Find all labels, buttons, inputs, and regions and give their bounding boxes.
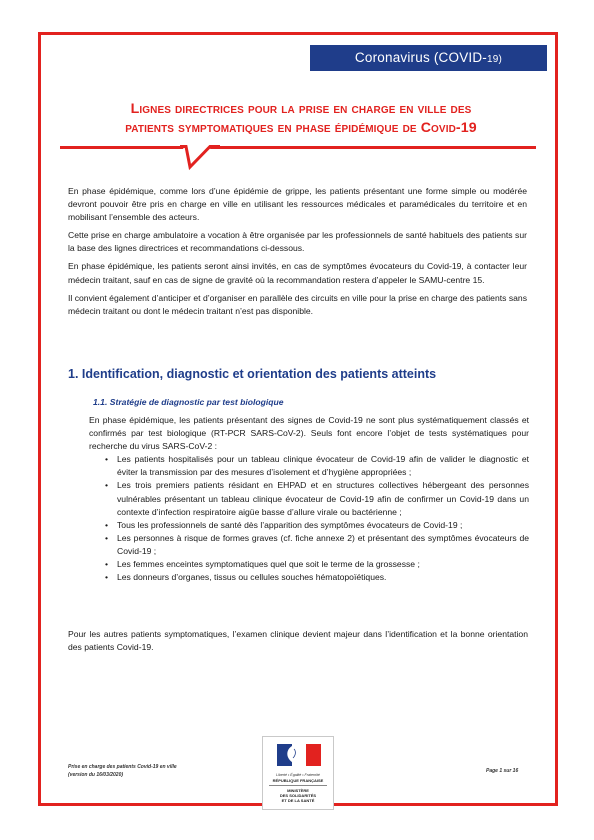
list-item: • Les trois premiers patients résidant en EHPAD et en structures collectives hébergeant des personnes vulnérables présentant un tableau clinique évocateur de Covid-19 afin de confirmer un Covid-19 dans un contexte d’infection respiratoire aigüe basse d’allure virale ou bactérienne ; — [117, 479, 529, 518]
logo-republic: RÉPUBLIQUE FRANÇAISE — [272, 778, 324, 783]
intro-text — [68, 185, 527, 323]
footer-document-info — [68, 763, 177, 779]
list-item: • Les personnes à risque de formes graves (cf. fiche annexe 2) et présentant des symptômes évocateurs de Covid-19 ; — [117, 532, 529, 558]
list-item: • Les femmes enceintes symptomatiques quel que soit le terme de la grossesse ; — [117, 558, 529, 571]
marianne-flag-icon — [263, 737, 335, 773]
closing-paragraph: Pour les autres patients symptomatiques, l’examen clinique devient majeur dans l’identification et la bonne orientation des patients Covid-19. — [68, 629, 528, 653]
logo-ministry-line: ET DE LA SANTÉ — [281, 798, 315, 803]
intro-paragraph: En phase épidémique, comme lors d’une épidémie de grippe, les patients présentant une forme simple ou modérée devront pouvoir être pris en charge en ville en utilisant les ressources médicales et paramédicales du territoire et en mobilisant l’ensemble des acteurs. — [68, 186, 527, 223]
document-title — [66, 100, 536, 138]
list-item: • Tous les professionnels de santé dès l’apparition des symptômes évocateurs de Covid-19 ; — [117, 519, 529, 532]
logo-ministry — [263, 788, 333, 803]
page-number: Page 1 sur 16 — [486, 768, 519, 774]
testing-criteria-list — [89, 453, 529, 584]
topic-tag — [310, 45, 547, 71]
ministry-logo — [262, 736, 334, 810]
intro-paragraph: En phase épidémique, les patients seront ainsi invités, en cas de symptômes évocateurs du Covid-19, à contacter leur médecin traitant, sauf en cas de signe de gravité où la recommandation restera d’appeler le SAMU-centre 15. — [68, 261, 527, 285]
title-line-2: patients symptomatiques en phase épidémique de Covid-19 — [125, 120, 477, 136]
logo-motto: Liberté • Égalité • Fraternité — [276, 773, 320, 777]
section-body — [89, 414, 529, 584]
intro-paragraph: Cette prise en charge ambulatoire a vocation à être organisée par les professionnels de santé habituels des patients sur la base des lignes directrices et recommandations ci-dessous. — [68, 230, 527, 254]
footer-title: Prise en charge des patients Covid-19 en ville — [68, 764, 177, 770]
subsection-heading: 1.1. Stratégie de diagnostic par test biologique — [93, 397, 284, 407]
topic-tag-year: 19) — [487, 54, 503, 65]
footer-version: (version du 16/03/2020) — [68, 772, 124, 778]
title-line-1: Lignes directrices pour la prise en charge en ville des — [130, 101, 472, 117]
section-heading: 1. Identification, diagnostic et orientation des patients atteints — [68, 367, 437, 381]
logo-ministry-line: MINISTÈRE — [287, 788, 309, 793]
section-paragraph: En phase épidémique, les patients présentant des signes de Covid-19 ne sont plus systématiquement classés et confirmés par test biologique (RT-PCR SARS-CoV-2). Seuls font encore l’objet de tests systématiques pour recherche du virus SARS-CoV-2 : — [89, 415, 529, 452]
list-item: • Les patients hospitalisés pour un tableau clinique évocateur de Covid-19 afin de valider le diagnostic et éviter la transmission par des mesures d’isolement et d’hygiène appropriées ; — [117, 453, 529, 479]
logo-divider — [269, 785, 327, 786]
logo-ministry-line: DES SOLIDARITÉS — [279, 793, 317, 798]
list-item: • Les donneurs d’organes, tissus ou cellules souches hématopoïétiques. — [117, 571, 529, 584]
speech-bubble-tail — [180, 145, 220, 171]
intro-paragraph: Il convient également d’anticiper et d’organiser en parallèle des circuits en ville pour la prise en charge des patients sans médecin traitant ou dont le médecin traitant n’est pas disponible. — [68, 292, 527, 316]
topic-tag-main: Coronavirus (COVID- — [354, 50, 487, 65]
